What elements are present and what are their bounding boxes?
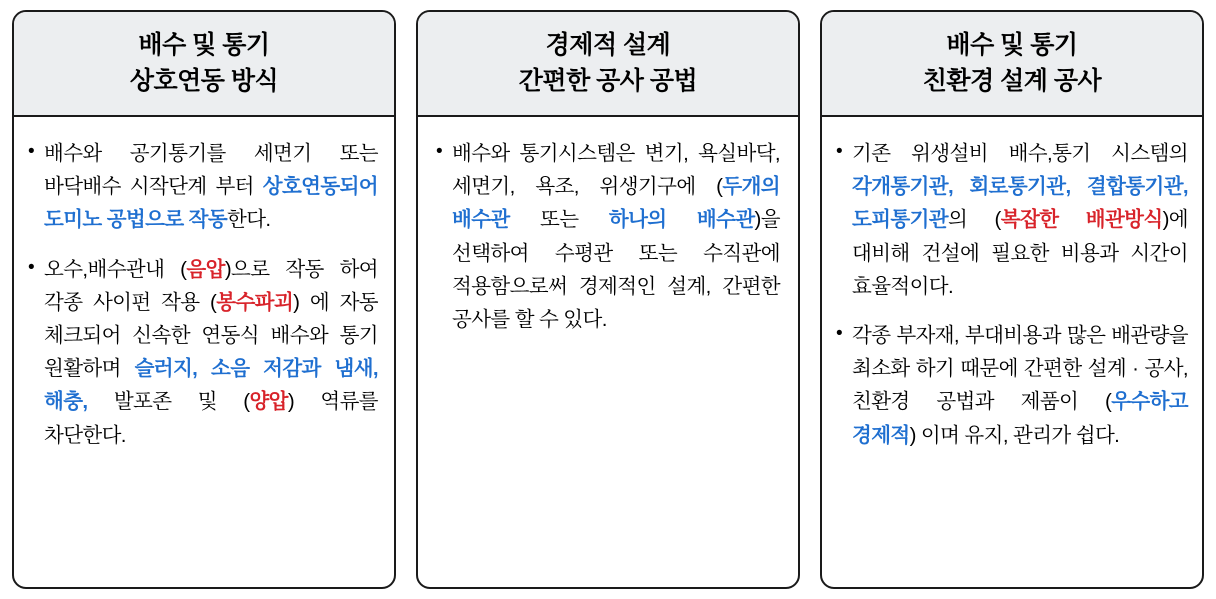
feature-card-3 <box>820 10 1204 589</box>
bullet-icon: • <box>836 141 843 162</box>
bullet-text: 기존 위생설비 배수,통기 시스템의 각개통기관, 회로통기관, 결합통기관, 도피통기관의 (복잡한 배관방식)에 대비해 건설에 필요한 비용과 시간이 효율적이다. <box>852 142 1188 298</box>
feature-card-3-title-line-1: 배수 및 통기 <box>946 31 1078 59</box>
list-item <box>28 137 378 237</box>
feature-card-1-title-line-1: 배수 및 통기 <box>138 31 270 59</box>
feature-card-3-header <box>822 12 1202 117</box>
feature-card-3-title-line-2: 친환경 설계 공사 <box>922 66 1102 95</box>
bullet-icon: • <box>836 323 843 345</box>
feature-card-1-header <box>14 12 394 117</box>
feature-card-3-body <box>822 117 1202 587</box>
bullet-text: 배수와 공기통기를 세면기 또는 바닥배수 시작단계 부터 상호연동되어 도미노 공법으로 작동한다. <box>44 142 378 232</box>
list-item <box>836 319 1188 452</box>
feature-card-2-title-line-1: 경제적 설계 <box>545 31 671 59</box>
feature-card-2-body <box>418 117 798 587</box>
feature-card-2 <box>416 10 800 589</box>
feature-card-2-header <box>418 12 798 117</box>
feature-card-1-title-line-2: 상호연동 방식 <box>129 66 279 95</box>
bullet-text: 오수,배수관내 (음압)으로 작동 하여 각종 사이펀 작용 (봉수파괴) 에 자동 체크되어 신속한 연동식 배수와 통기 원활하며 슬러지, 소음 저감과 냄새, 해충, 발포존 및 (양압) 역류를 차단한다. <box>44 257 379 447</box>
list-item <box>836 137 1188 303</box>
bullet-text: 배수와 통기시스템은 변기, 욕실바닥, 세면기, 욕조, 위생기구에 (두개의 배수관 또는 하나의 배수관)을 선택하여 수평관 또는 수직관에 적용함으로써 경제적인 설계, 간편한 공사를 할 수 있다. <box>452 142 780 332</box>
bullet-icon: • <box>28 141 35 162</box>
list-item <box>436 137 780 336</box>
bullet-icon: • <box>436 141 443 162</box>
bullet-text: 각종 부자재, 부대비용과 많은 배관량을 최소화 하기 때문에 간편한 설계 · 공사, 친환경 공법과 제품이 (우수하고 경제적) 이며 유지, 관리가 쉽다. <box>852 324 1188 447</box>
bullet-icon: • <box>28 256 35 278</box>
list-item <box>28 253 378 452</box>
feature-card-1 <box>12 10 396 589</box>
feature-card-1-body <box>14 117 394 587</box>
feature-card-2-title-line-2: 간편한 공사 공법 <box>518 66 698 95</box>
